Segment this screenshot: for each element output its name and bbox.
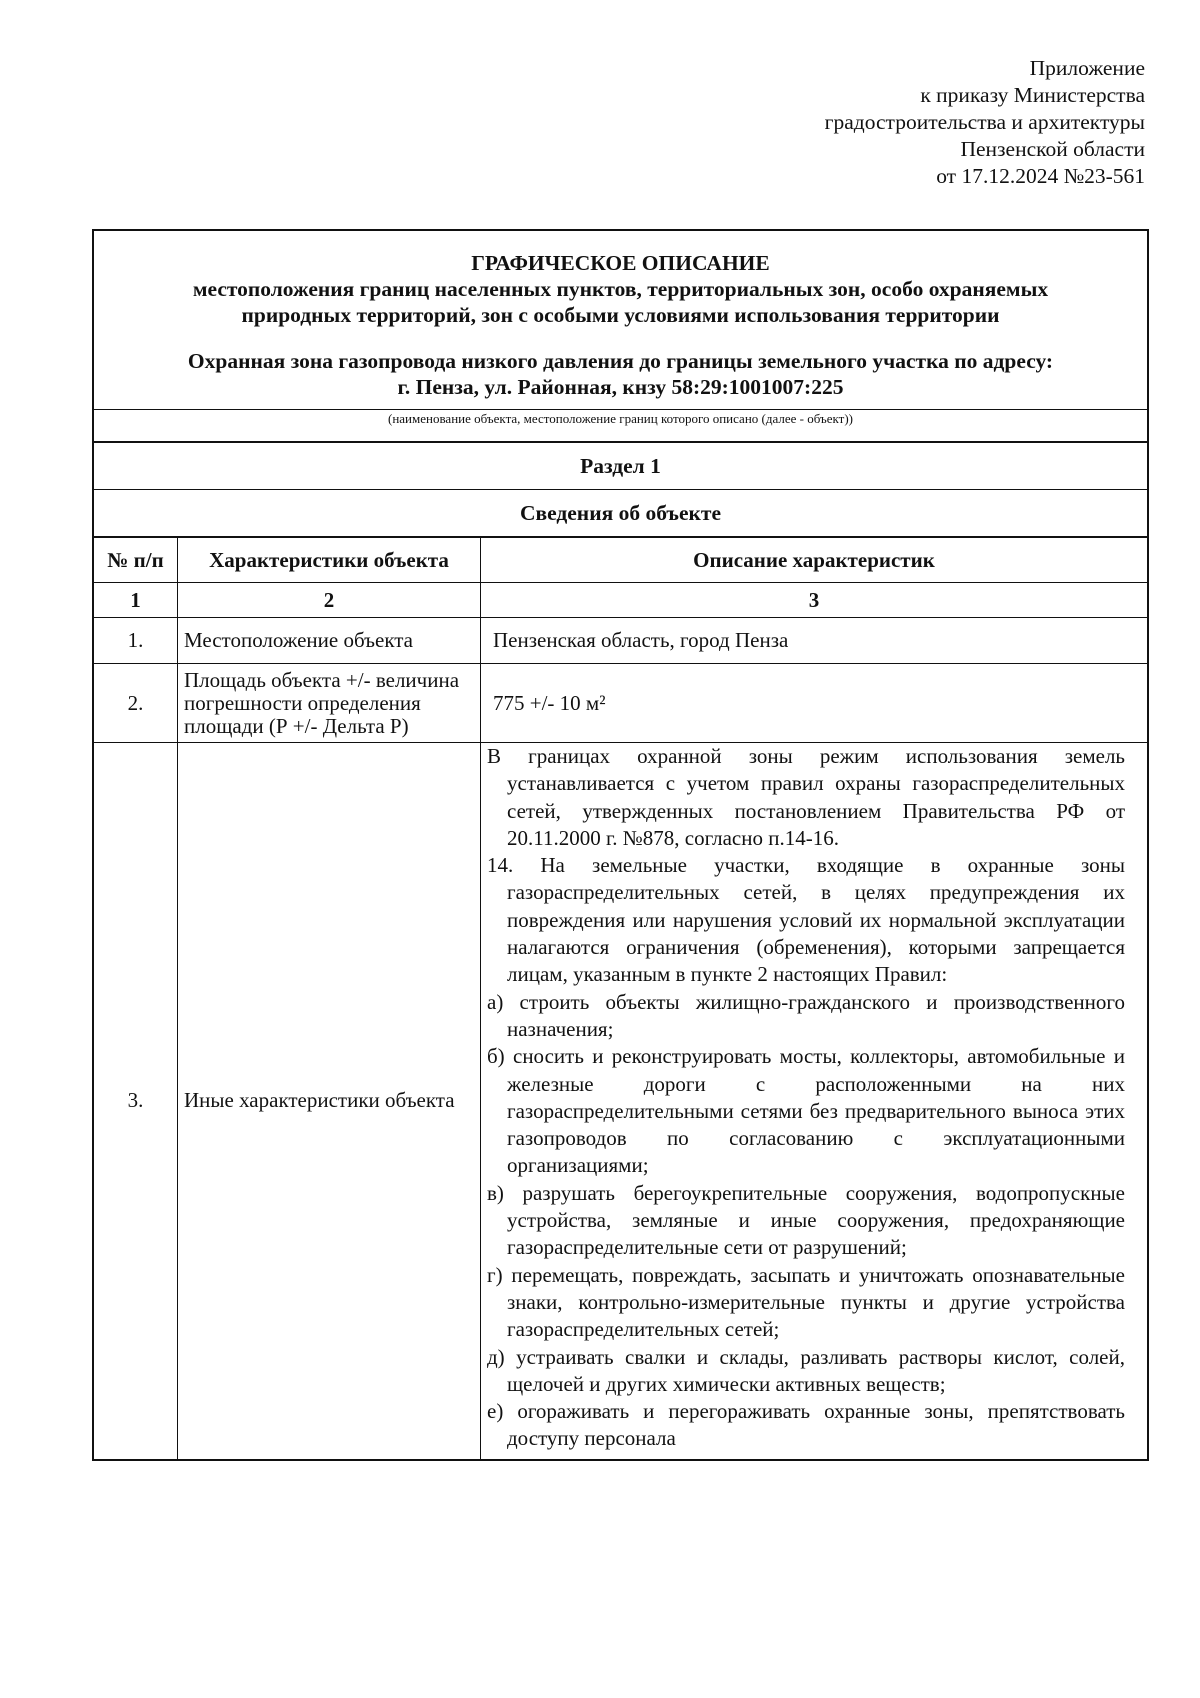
restriction-paragraph: В границах охранной зоны режим использования земель устанавливается с учетом правил охраны газораспределительных сетей, утвержденных постановлением Правительства РФ от 20.11.2000 г. №878, согласно п.14-16. xyxy=(487,744,1125,850)
document-frame xyxy=(92,229,1149,1461)
restriction-item: а) строить объекты жилищно-гражданского и производственного назначения; xyxy=(487,989,1125,1041)
table-header-row xyxy=(94,538,1147,583)
row-description: Пензенская область, город Пенза xyxy=(481,618,1148,664)
restriction-item: б) сносить и реконструировать мосты, коллекторы, автомобильные и железные дороги с расположенными на них газораспределительными сетями без предварительного выноса этих газопроводов по согласованию с эксплуатационными организациями; xyxy=(487,1044,1125,1178)
header-line: градостроительства и архитектуры xyxy=(824,110,1145,134)
appendix-header xyxy=(545,55,1145,190)
object-properties-table xyxy=(94,537,1147,1459)
row-description: 775 +/- 10 м² xyxy=(481,664,1148,743)
title-block xyxy=(94,231,1147,409)
restriction-paragraph: 14. На земельные участки, входящие в охранные зоны газораспределительных сетей, в целях предупреждения их повреждения или нарушения условий их нормальной эксплуатации налагаются ограничения (обременения), которыми запрещается лицам, указанным в пункте 2 настоящих Правил: xyxy=(487,853,1125,987)
section-heading: Сведения об объекте xyxy=(94,490,1147,537)
document-title: ГРАФИЧЕСКОЕ ОПИСАНИЕ xyxy=(471,251,770,275)
column-number: 3 xyxy=(481,583,1148,618)
document-subtitle-line: местоположения границ населенных пунктов, территориальных зон, особо охраняемых xyxy=(192,277,1049,301)
column-number: 1 xyxy=(94,583,178,618)
header-line: к приказу Министерства xyxy=(920,83,1145,107)
object-address-line: г. Пенза, ул. Районная, кнзу 58:29:1001007:225 xyxy=(397,375,844,399)
table-row xyxy=(94,743,1147,1459)
row-characteristic: Местоположение объекта xyxy=(178,618,481,664)
document-subtitle-line: природных территорий, зон с особыми условиями использования территории xyxy=(241,303,1000,327)
object-name-line: Охранная зона газопровода низкого давления до границы земельного участка по адресу: xyxy=(187,349,1054,373)
object-name-note: (наименование объекта, местоположение границ которого описано (далее - объект)) xyxy=(94,409,1147,443)
restriction-item: д) устраивать свалки и склады, разливать растворы кислот, солей, щелочей и других химически активных веществ; xyxy=(487,1344,1125,1396)
table-row xyxy=(94,618,1147,664)
column-header: Характеристики объекта xyxy=(178,538,481,583)
column-number: 2 xyxy=(178,583,481,618)
restriction-item: в) разрушать берегоукрепительные сооружения, водопропускные устройства, земляные и иные сооружения, предохраняющие газораспределительные сети от разрушений; xyxy=(487,1180,1125,1260)
row-characteristic: Иные характеристики объекта xyxy=(178,743,481,1459)
section-label: Раздел 1 xyxy=(94,443,1147,490)
row-description xyxy=(481,743,1147,1459)
restriction-item: е) огораживать и перегораживать охранные зоны, препятствовать доступу персонала xyxy=(487,1399,1125,1451)
header-line: Приложение xyxy=(1029,56,1145,80)
header-line: Пензенской области xyxy=(960,137,1145,161)
row-number: 2. xyxy=(94,664,178,743)
row-description-cell xyxy=(481,743,1148,1459)
column-header: № п/п xyxy=(94,538,178,583)
row-characteristic: Площадь объекта +/- величина погрешности определения площади (Р +/- Дельта Р) xyxy=(178,664,481,743)
table-row xyxy=(94,664,1147,743)
header-line: от 17.12.2024 №23-561 xyxy=(936,164,1145,188)
restriction-item: г) перемещать, повреждать, засыпать и уничтожать опознавательные знаки, контрольно-измерительные пункты и другие устройства газораспределительных сетей; xyxy=(487,1262,1125,1342)
row-number: 3. xyxy=(94,743,178,1459)
column-number-row xyxy=(94,583,1147,618)
row-number: 1. xyxy=(94,618,178,664)
column-header: Описание характеристик xyxy=(481,538,1148,583)
